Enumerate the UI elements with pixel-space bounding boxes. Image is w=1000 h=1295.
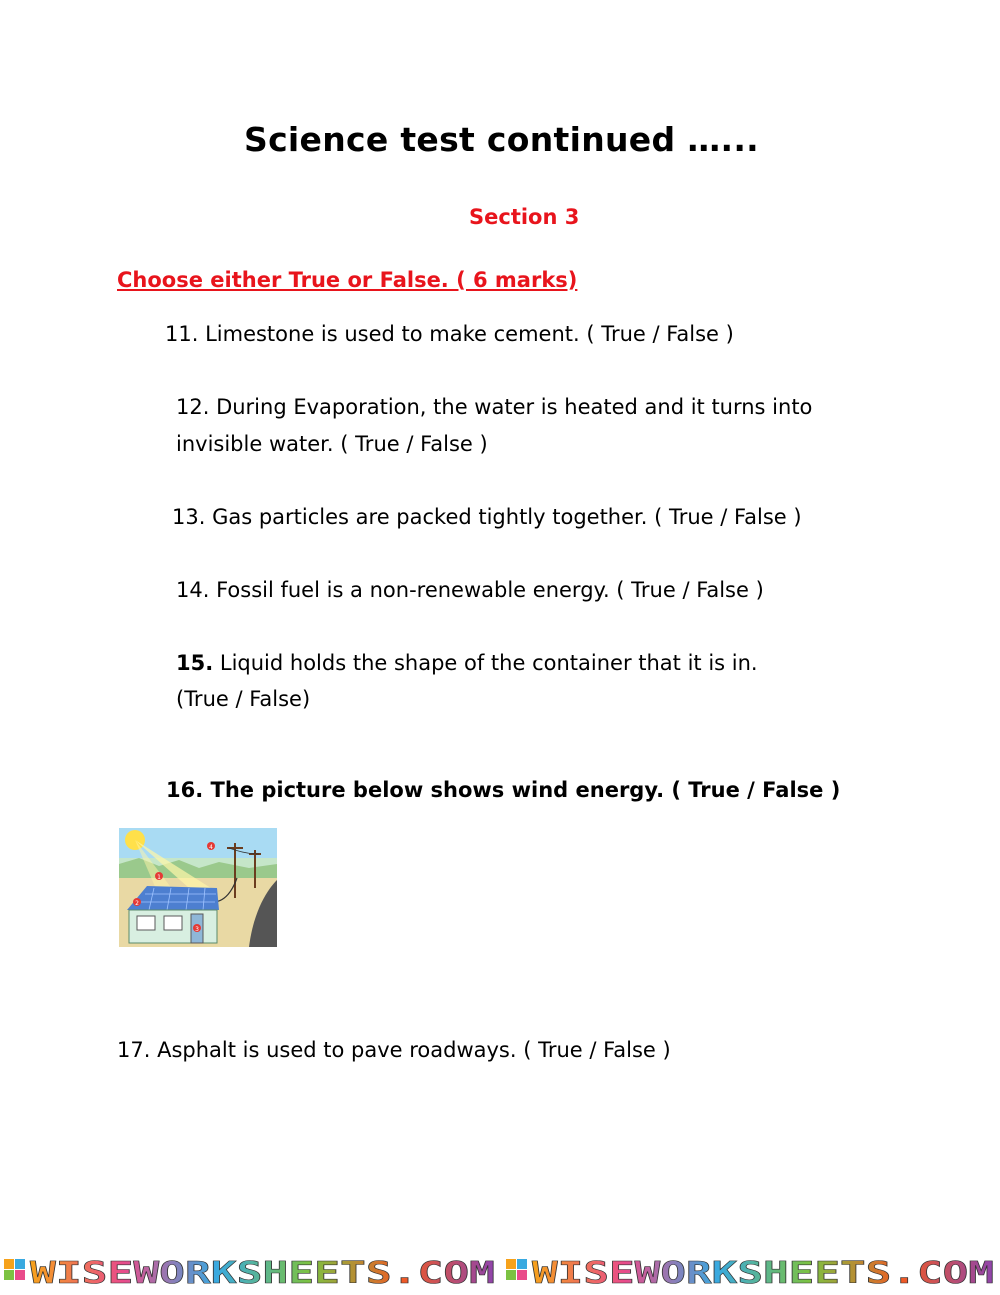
question-13: 13. Gas particles are packed tightly together. ( True / False ) [172,505,802,529]
question-15-text: Liquid holds the shape of the container that it is in. [213,651,758,675]
instruction-text: Choose either True or False. ( 6 marks) [117,268,578,292]
question-15-number: 15. [176,651,214,675]
marker-label-3: 3 [195,926,199,933]
question-16: 16. The picture below shows wind energy. ( True / False ) [166,778,841,802]
question-12-line1: 12. During Evaporation, the water is heated and it turns into [176,395,813,419]
logo-block-2 [506,1259,527,1280]
watermark-strip [0,1253,1000,1291]
watermark-text-1: WISEWORKSHEETS.COM [30,1256,495,1291]
question-14: 14. Fossil fuel is a non-renewable energy. ( True / False ) [176,578,764,602]
marker-label-1: 1 [157,874,161,881]
marker-label-2: 2 [135,900,139,907]
question-12-line2: invisible water. ( True / False ) [176,432,488,456]
question-15-line2: (True / False) [176,687,311,711]
marker-label-4: 4 [209,844,213,851]
solar-house-picture [119,828,277,947]
section-heading: Section 3 [469,205,580,229]
question-15-line1 [176,651,758,675]
solar-house-illustration [119,828,277,947]
page-title: Science test continued …... [244,120,760,159]
footer-watermark [0,1253,1000,1291]
question-11: 11. Limestone is used to make cement. ( True / False ) [165,322,734,346]
logo-block-1 [4,1259,25,1280]
watermark-text-2: WISEWORKSHEETS.COM [532,1256,994,1291]
question-17: 17. Asphalt is used to pave roadways. ( True / False ) [117,1038,671,1062]
